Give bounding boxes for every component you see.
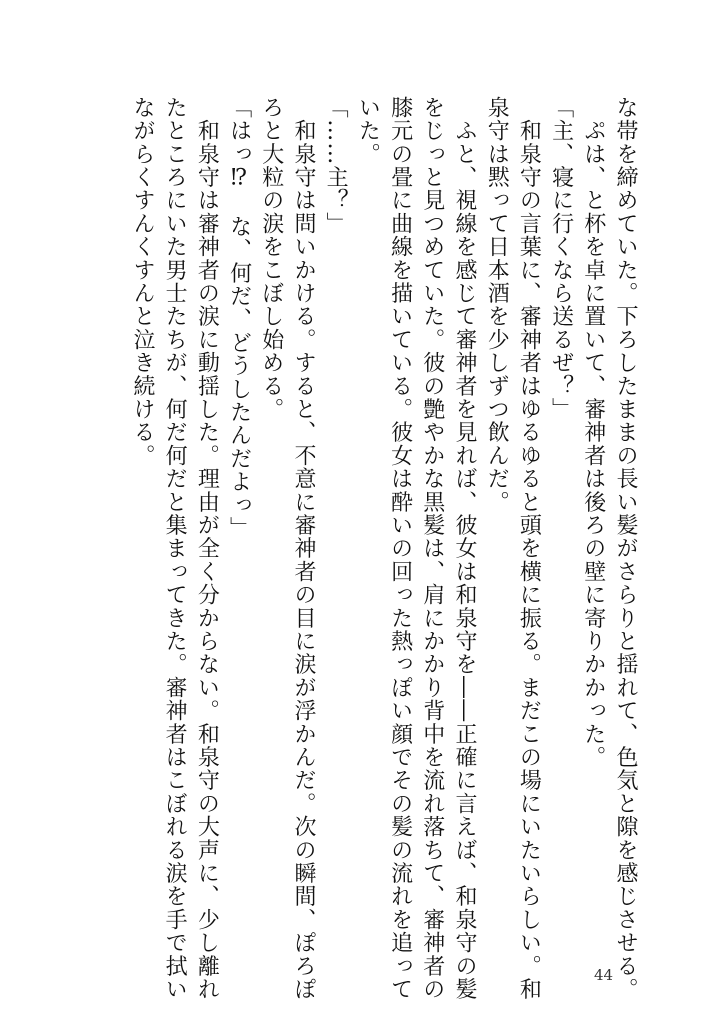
text-line: 泉守は黙って日本酒を少しずつ飲んだ。 [484,96,510,514]
text-line: 和泉守は審神者の涙に動揺した。理由が全く分からない。和泉守の大声に、少し離れ [194,96,220,1001]
text-line: 和泉守の言葉に、審神者はゆるゆると頭を横に振る。まだこの場にいたいらしい。和 [516,96,542,1001]
text-line: ながらくすんくすんと泣き続ける。 [129,96,155,468]
page-number: 44 [594,966,614,984]
text-line: ふと、視線を感じて審神者を見れば、彼女は和泉守を――正確に言えば、和泉守の髪 [451,96,477,1001]
text-line: たところにいた男士たちが、何だ何だと集まってきた。審神者はこぼれる涙を手で拭い [162,96,188,1001]
text-line: 膝元の畳に曲線を描いている。彼女は酔いの回った熱っぽい顔でその髪の流れを追って [387,96,413,1001]
text-line: をじっと見つめていた。彼の艶やかな黒髪は、肩にかかり背中を流れ落ちて、審神者の [419,96,445,1001]
text-line: いた。 [355,96,381,166]
text-line: な帯を締めていた。下ろしたままの長い髪がさらりと揺れて、色気と隙を感じさせる。 [613,96,638,1001]
text-line: 「はっ⁉ な、何だ、どうしたんだよっ」 [226,96,252,540]
text-line: 和泉守は問いかける。すると、不意に審神者の目に涙が浮かんだ。次の瞬間、ぽろぽ [290,96,316,1001]
text-line: ぷは、と杯を卓に置いて、審神者は後ろの壁に寄りかかった。 [580,96,606,769]
text-line: 「主、寝に行くなら送るぜ？」 [548,96,574,421]
text-line: 「……主？」 [323,96,349,236]
text-line: ろと大粒の涙をこぼし始める。 [258,96,284,421]
